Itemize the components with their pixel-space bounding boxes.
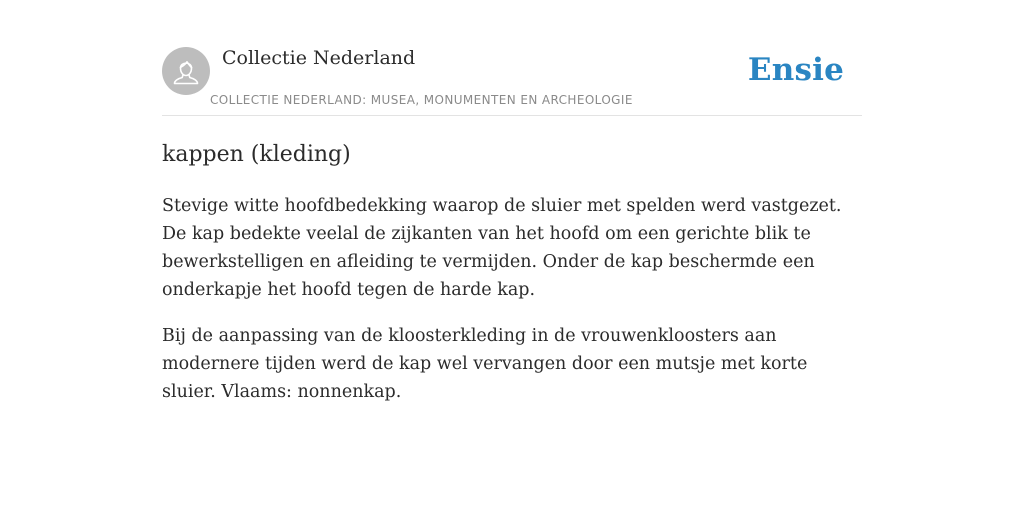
content-container xyxy=(162,0,862,406)
brand-logo[interactable]: Ensie xyxy=(747,52,844,88)
article-header xyxy=(162,0,862,116)
article-paragraph-2: Bij de aanpassing van de kloosterkleding in de vrouwenkloosters aan modernere tijden werd de kap wel vervangen door een mutsje met korte sluier. Vlaams: nonnenkap. xyxy=(162,326,808,402)
user-silhouette-icon xyxy=(162,47,210,95)
avatar[interactable] xyxy=(162,47,210,95)
author-name[interactable]: Collectie Nederland xyxy=(222,47,416,69)
article-paragraph-1: Stevige witte hoofdbedekking waarop de sluier met spelden werd vastgezet. De kap bedekte veelal de zijkanten van het hoofd om een gerichte blik te bewerkstelligen en afleiding te vermijden. Onder de kap beschermde een onderkapje het hoofd tegen de harde kap. xyxy=(162,196,842,300)
article-title: kappen (kleding) xyxy=(162,142,351,167)
author-subtitle: COLLECTIE NEDERLAND: MUSEA, MONUMENTEN EN ARCHEOLOGIE xyxy=(210,93,633,107)
